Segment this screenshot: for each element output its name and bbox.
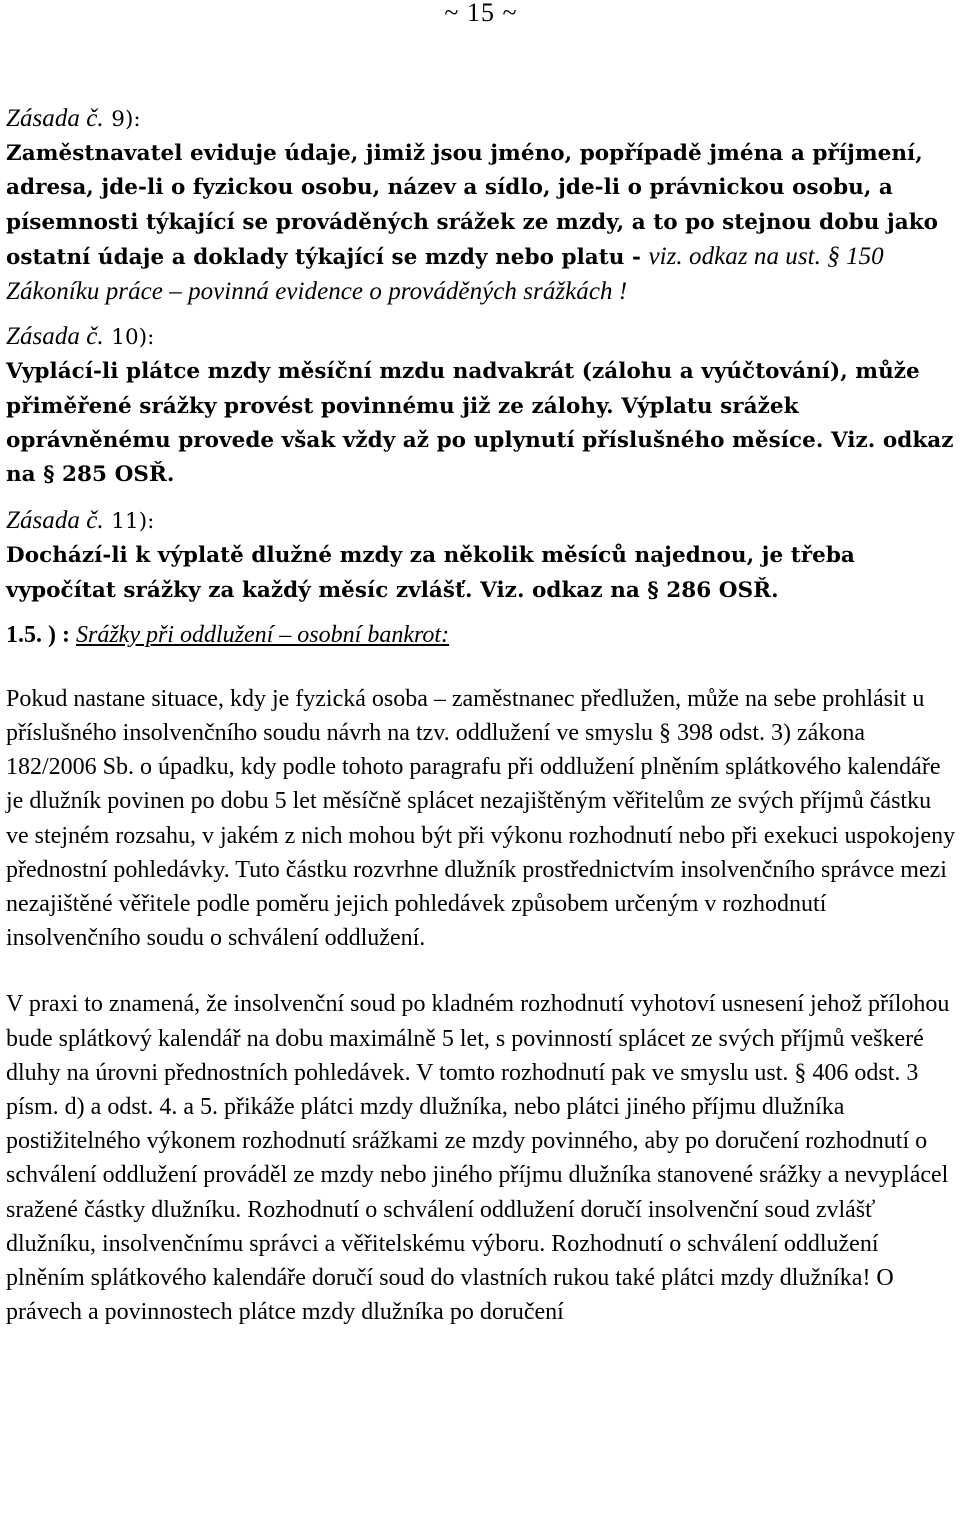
rule-heading-number: 11): — [111, 509, 155, 535]
rule-text: Zaměstnavatel eviduje údaje, jimiž jsou jméno, popřípadě jména a příjmení, adresa, jde-li o fyzickou osobu, název a sídlo, jde-li o právnickou osobu, a písemnosti týkající se prováděných srážek ze mzdy, a to po stejnou dobu jako ostatní údaje a doklady týkající se mzdy nebo platu - — [6, 141, 939, 270]
rule-heading-word: Zásada č. — [6, 105, 104, 132]
rule-heading-number: 9): — [111, 107, 141, 132]
rule-text: Vyplácí-li plátce mzdy měsíční mzdu nadvakrát (zálohu a vyúčtování), může přiměřené srážky provést povinnému již ze zálohy. Výplatu srážek oprávněnému provede však vždy až po uplynutí příslušného měsíce. — [6, 359, 920, 453]
rule-body — [6, 137, 956, 310]
rule-heading — [6, 504, 956, 539]
rule-reference: Viz. odkaz na § 286 OSŘ. — [480, 577, 779, 603]
section-heading — [6, 618, 956, 652]
body-paragraph: V praxi to znamená, že insolvenční soud po kladném rozhodnutí vyhotoví usnesení jehož přílohou bude splátkový kalendář na dobu maximálně 5 let, s povinností splácet ze svých příjmů veškeré dluhy na úrovni přednostních pohledávek. V tomto rozhodnutí pak ve smyslu ust. § 406 odst. 3 písm. d) a odst. 4. a 5. přikáže plátci mzdy dlužníka, nebo plátci jiného příjmu dlužníka postižitelného výkonem rozhodnutí srážkami ze mzdy povinného, aby po doručení rozhodnutí o schválení oddlužení prováděl ze mzdy nebo jiného příjmu dlužníka stanovené srážky a nevyplácel sražené částky dlužníku. Rozhodnutí o schválení oddlužení doručí insolvenční soud zvlášť dlužníku, insolvenčnímu správci a věřitelskému výboru. Rozhodnutí o schválení oddlužení plněním splátkového kalendáře doručí soud do vlastních rukou také plátci mzdy dlužníka! O právech a povinnostech plátce mzdy dlužníka po doručení — [6, 991, 950, 1326]
page-number: ~ 15 ~ — [444, 0, 518, 27]
rule-reference: viz. odkaz na ust. § 150 Zákoníku práce – povinná evidence o prováděných srážkách ! — [6, 242, 884, 306]
rule-10 — [6, 320, 956, 492]
rule-body — [6, 539, 956, 607]
body-paragraph: Pokud nastane situace, kdy je fyzická osoba – zaměstnanec předlužen, může na sebe prohlásit u příslušného insolvenčního soudu návrh na tzv. oddlužení ve smyslu § 398 odst. 3) zákona 182/2006 Sb. o úpadku, kdy podle tohoto paragrafu při oddlužení plněním splátkového kalendáře je dlužník povinen po dobu 5 let měsíčně splácet nezajištěným věřitelům ze svých příjmů částku ve stejném rozsahu, v jakém z nich mohou být při výkonu rozhodnutí nebo při exekuci uspokojeny přednostní pohledávky. Tuto částku rozvrhne dlužník prostřednictvím insolvenčního správce mezi nezajištěné věřitele podle poměru jejich pohledávek způsobem určeným v rozhodnutí insolvenčního soudu o schválení oddlužení. — [6, 685, 956, 952]
section-title: Srážky při oddlužení – osobní bankrot: — [75, 621, 450, 648]
rule-heading — [6, 320, 956, 355]
rule-heading-number: 10): — [111, 325, 155, 351]
rule-body — [6, 355, 956, 492]
rule-heading — [6, 102, 956, 137]
rule-9 — [6, 102, 956, 310]
rule-reference: Viz. odkaz na § 285 OSŘ. — [6, 427, 954, 488]
rule-heading-word: Zásada č. — [6, 323, 104, 351]
rule-heading-word: Zásada č. — [6, 507, 104, 535]
document-page — [6, 0, 956, 1330]
rule-text: Dochází-li k výplatě dlužné mzdy za několik měsíců najednou, je třeba vypočítat srážky za každý měsíc zvlášť. — [6, 543, 855, 603]
rule-11 — [6, 504, 956, 608]
section-number: 1.5. ) : — [6, 621, 70, 648]
